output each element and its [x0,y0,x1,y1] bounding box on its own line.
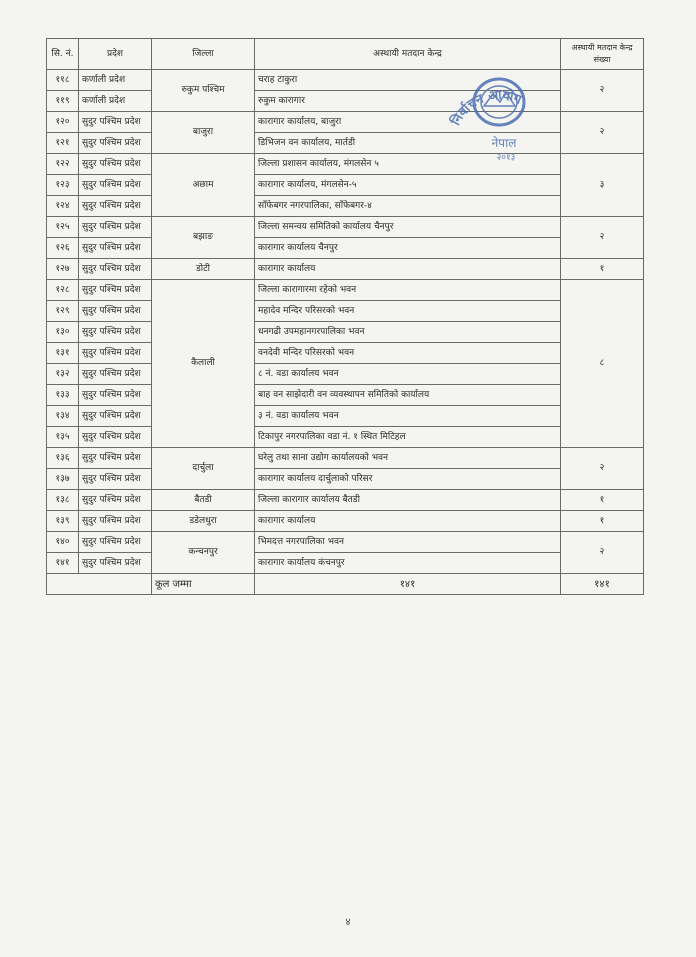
cell-polling-center: घरेलु तथा साना उद्योग कार्यालयको भवन [255,448,561,469]
cell-polling-center: महादेव मन्दिर परिसरको भवन [255,301,561,322]
cell-count: २ [561,70,644,112]
table-row [47,301,644,322]
cell-polling-center: टिकापुर नगरपालिका वडा नं. १ स्थित मिटिहल [255,427,561,448]
cell-sn: १३५ [47,427,79,448]
cell-polling-center: ८ नं. वडा कार्यालय भवन [255,364,561,385]
cell-district: डडेलधुरा [152,511,255,532]
cell-polling-center: साँफेबगर नगरपालिका, साँफेबगर-४ [255,196,561,217]
cell-polling-center: वनदेवी मन्दिर परिसरको भवन [255,343,561,364]
cell-district: बैतडी [152,490,255,511]
cell-polling-center: कारागार कार्यालय, बाजुरा [255,112,561,133]
cell-count: ३ [561,154,644,217]
header-province: प्रदेश [79,39,152,70]
table-row [47,91,644,112]
table-row [47,217,644,238]
cell-polling-center: कारागार कार्यालय [255,511,561,532]
cell-sn: १२६ [47,238,79,259]
cell-province: सुदुर पश्चिम प्रदेश [79,406,152,427]
cell-province: सुदुर पश्चिम प्रदेश [79,385,152,406]
table-row [47,259,644,280]
header-count: अस्थायी मतदान केन्द्र संख्या [561,39,644,70]
cell-sn: १३८ [47,490,79,511]
cell-polling-center: चराह टाकुरा [255,70,561,91]
cell-polling-center: कारागार कार्यालय दार्चुलाको परिसर [255,469,561,490]
cell-sn: १३९ [47,511,79,532]
cell-sn: १२९ [47,301,79,322]
table-row [47,133,644,154]
table-row [47,364,644,385]
cell-sn: १२३ [47,175,79,196]
cell-province: सुदुर पश्चिम प्रदेश [79,469,152,490]
cell-polling-center: भिमदत्त नगरपालिका भवन [255,532,561,553]
cell-province: सुदुर पश्चिम प्रदेश [79,343,152,364]
cell-district: डोटी [152,259,255,280]
cell-province: कर्णाली प्रदेश [79,91,152,112]
table-row [47,511,644,532]
cell-count: २ [561,448,644,490]
total-row [47,574,644,595]
table-row [47,196,644,217]
cell-sn: १२२ [47,154,79,175]
cell-polling-center: जिल्ला प्रशासन कार्यालय, मंगलसेन ५ [255,154,561,175]
cell-count: २ [561,532,644,574]
cell-province: सुदुर पश्चिम प्रदेश [79,112,152,133]
cell-province: सुदुर पश्चिम प्रदेश [79,301,152,322]
cell-district: बझाङ [152,217,255,259]
cell-district: रुकुम पश्चिम [152,70,255,112]
cell-polling-center: धनगढी उपमहानगरपालिका भवन [255,322,561,343]
cell-sn: १२१ [47,133,79,154]
cell-sn: १२८ [47,280,79,301]
table-row [47,385,644,406]
cell-province: सुदुर पश्चिम प्रदेश [79,238,152,259]
cell-sn: १३३ [47,385,79,406]
cell-province: सुदुर पश्चिम प्रदेश [79,448,152,469]
cell-count: १ [561,490,644,511]
cell-sn: १३१ [47,343,79,364]
cell-district: कन्चनपुर [152,532,255,574]
table-row [47,322,644,343]
cell-count: २ [561,217,644,259]
table-row [47,154,644,175]
table-row [47,70,644,91]
cell-polling-center: कारागार कार्यालय चैनपुर [255,238,561,259]
cell-province: सुदुर पश्चिम प्रदेश [79,322,152,343]
table-row [47,280,644,301]
table-row [47,343,644,364]
cell-sn: ११९ [47,91,79,112]
cell-sn: १२५ [47,217,79,238]
cell-count: ८ [561,280,644,448]
total-count: १४१ [561,574,644,595]
cell-sn: १३६ [47,448,79,469]
cell-province: सुदुर पश्चिम प्रदेश [79,196,152,217]
cell-province: सुदुर पश्चिम प्रदेश [79,511,152,532]
cell-province: सुदुर पश्चिम प्रदेश [79,154,152,175]
cell-district: कैलाली [152,280,255,448]
cell-sn: १४१ [47,553,79,574]
cell-sn: १४० [47,532,79,553]
cell-polling-center: कारागार कार्यालय, मंगलसेन-५ [255,175,561,196]
total-centers: १४१ [255,574,561,595]
cell-sn: १३४ [47,406,79,427]
cell-province: सुदुर पश्चिम प्रदेश [79,427,152,448]
table-row [47,553,644,574]
polling-centers-table [46,38,644,595]
header-center: अस्थायी मतदान केन्द्र [255,39,561,70]
cell-count: २ [561,112,644,154]
cell-sn: १२७ [47,259,79,280]
cell-province: सुदुर पश्चिम प्रदेश [79,280,152,301]
table-row [47,469,644,490]
cell-district: बाजुरा [152,112,255,154]
cell-polling-center: जिल्ला कारागारमा रहेको भवन [255,280,561,301]
seal-text: निर्वाचन आयोग [448,87,524,129]
seal-sub-text: नेपाल [491,136,517,150]
cell-polling-center: बाह वन साझेदारी वन व्यवस्थापन समितिको कार्यालय [255,385,561,406]
cell-province: सुदुर पश्चिम प्रदेश [79,259,152,280]
cell-count: १ [561,511,644,532]
cell-polling-center: कारागार कार्यालय कंचनपुर [255,553,561,574]
table-row [47,406,644,427]
cell-province: सुदुर पश्चिम प्रदेश [79,364,152,385]
cell-polling-center: रुकुम कारागार [255,91,561,112]
table-row [47,448,644,469]
cell-province: कर्णाली प्रदेश [79,70,152,91]
cell-province: सुदुर पश्चिम प्रदेश [79,217,152,238]
cell-sn: १२० [47,112,79,133]
cell-province: सुदुर पश्चिम प्रदेश [79,490,152,511]
cell-sn: ११८ [47,70,79,91]
cell-district: अछाम [152,154,255,217]
table-body [47,70,644,595]
table-row [47,175,644,196]
cell-sn: १३० [47,322,79,343]
cell-sn: १३२ [47,364,79,385]
table-row [47,490,644,511]
cell-polling-center: कारागार कार्यालय [255,259,561,280]
cell-district: दार्चुला [152,448,255,490]
cell-province: सुदुर पश्चिम प्रदेश [79,133,152,154]
cell-sn: १३७ [47,469,79,490]
cell-sn: १२४ [47,196,79,217]
page-number: ४ [345,917,351,928]
cell-polling-center: डिभिजन वन कार्यालय, मार्तडी [255,133,561,154]
table-row [47,112,644,133]
cell-province: सुदुर पश्चिम प्रदेश [79,175,152,196]
table-header [47,39,644,70]
cell-province: सुदुर पश्चिम प्रदेश [79,532,152,553]
seal-year-text: २०१३ [496,153,516,163]
table-row [47,532,644,553]
cell-province: सुदुर पश्चिम प्रदेश [79,553,152,574]
cell-polling-center: जिल्ला कारागार कार्यालय बैतडी [255,490,561,511]
header-district: जिल्ला [152,39,255,70]
cell-polling-center: ३ नं. वडा कार्यालय भवन [255,406,561,427]
header-sn: सि. नं. [47,39,79,70]
table-row [47,238,644,259]
total-label: कूल जम्मा [152,574,255,595]
total-empty-cell [47,574,152,595]
cell-count: १ [561,259,644,280]
table-row [47,427,644,448]
cell-polling-center: जिल्ला समन्वय समितिको कार्यालय चैनपुर [255,217,561,238]
